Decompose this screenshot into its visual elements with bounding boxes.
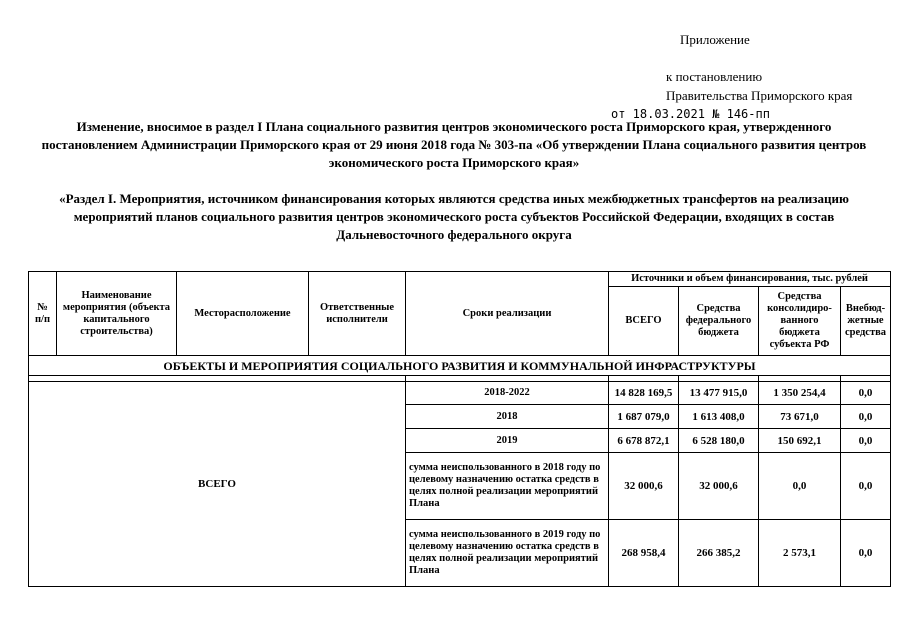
row-period: сумма неиспользованного в 2019 году по целевому назначению остатка средств в целях полной реализации мероприятий Плана xyxy=(406,520,609,587)
row-extra: 0,0 xyxy=(841,382,891,405)
row-period: 2019 xyxy=(406,429,609,453)
row-period: 2018-2022 xyxy=(406,382,609,405)
row-extra: 0,0 xyxy=(841,520,891,587)
header-name: Наименование мероприятия (объекта капитального строительства) xyxy=(57,272,177,356)
row-total: 268 958,4 xyxy=(609,520,679,587)
header-location: Месторасположение xyxy=(177,272,309,356)
section-row xyxy=(29,356,891,376)
header-num: № п/п xyxy=(29,272,57,356)
appendix-line-1: к постановлению xyxy=(666,69,763,84)
appendix-line-3: от 18.03.2021 № 146-пп xyxy=(611,107,770,121)
row-federal: 6 528 180,0 xyxy=(679,429,759,453)
document-heading: Изменение, вносимое в раздел I Плана социального развития центров экономического роста Приморского края, утвержденного постановлением Администрации Приморского края от 29 июня 2018 года № 303-па «Об утверждении Плана социального развития центров экономического роста Приморского края» xyxy=(41,119,867,170)
financing-table xyxy=(28,271,891,587)
row-extra: 0,0 xyxy=(841,453,891,520)
row-federal: 32 000,6 xyxy=(679,453,759,520)
row-federal: 13 477 915,0 xyxy=(679,382,759,405)
section-title: ОБЪЕКТЫ И МЕРОПРИЯТИЯ СОЦИАЛЬНОГО РАЗВИТИЯ И КОММУНАЛЬНОЙ ИНФРАСТРУКТУРЫ xyxy=(29,356,891,376)
row-total: 14 828 169,5 xyxy=(609,382,679,405)
row-extra: 0,0 xyxy=(841,405,891,429)
header-period: Сроки реализации xyxy=(406,272,609,356)
row-period: сумма неиспользованного в 2018 году по целевому назначению остатка средств в целях полной реализации мероприятий Плана xyxy=(406,453,609,520)
header-row-1 xyxy=(29,272,891,287)
appendix-line-2: Правительства Приморского края xyxy=(666,88,853,103)
row-federal: 266 385,2 xyxy=(679,520,759,587)
row-total: 32 000,6 xyxy=(609,453,679,520)
header-extra: Внебюд-жетные средства xyxy=(841,287,891,356)
row-total: 6 678 872,1 xyxy=(609,429,679,453)
row-regional: 0,0 xyxy=(759,453,841,520)
appendix-title: Приложение xyxy=(680,32,750,47)
section-heading: «Раздел I. Мероприятия, источником финансирования которых являются средства иных межбюджетных трансфертов на реализацию мероприятий планов социального развития центров экономического роста субъектов Российской Федерации, входящих в состав Дальневосточного федерального округа xyxy=(59,191,849,242)
row-extra: 0,0 xyxy=(841,429,891,453)
row-regional: 73 671,0 xyxy=(759,405,841,429)
header-regional: Средства консолидиро-ванного бюджета субъекта РФ xyxy=(759,287,841,356)
header-sources: Источники и объем финансирования, тыс. рублей xyxy=(609,272,891,287)
table-row xyxy=(29,382,891,405)
appendix-block xyxy=(611,30,898,124)
row-regional: 1 350 254,4 xyxy=(759,382,841,405)
row-total: 1 687 079,0 xyxy=(609,405,679,429)
header-federal: Средства федерального бюджета xyxy=(679,287,759,356)
row-federal: 1 613 408,0 xyxy=(679,405,759,429)
row-period: 2018 xyxy=(406,405,609,429)
header-total: ВСЕГО xyxy=(609,287,679,356)
header-executors: Ответственные исполнители xyxy=(309,272,406,356)
row-regional: 2 573,1 xyxy=(759,520,841,587)
total-label: ВСЕГО xyxy=(29,382,406,587)
row-regional: 150 692,1 xyxy=(759,429,841,453)
